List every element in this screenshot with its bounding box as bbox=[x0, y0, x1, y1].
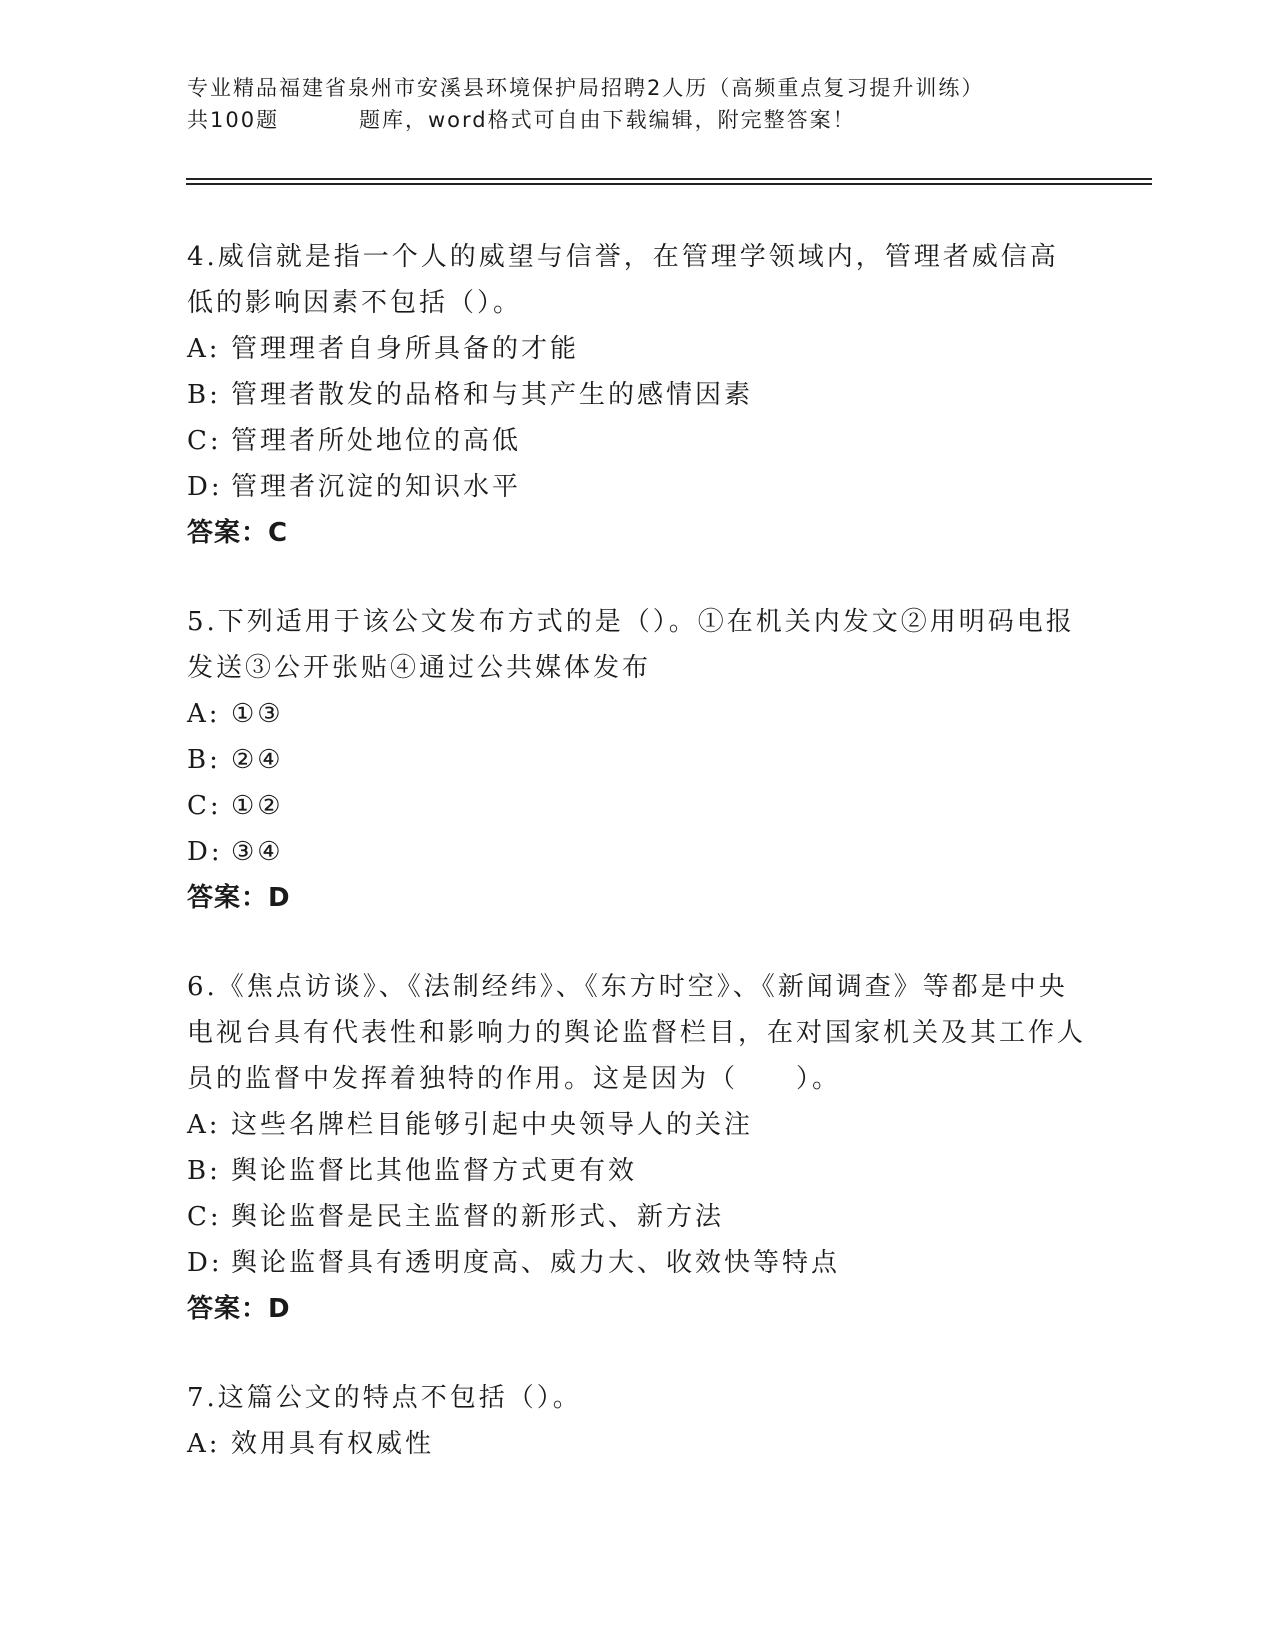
question-5 bbox=[187, 599, 1087, 921]
option-text: ①② bbox=[231, 791, 284, 821]
option-b bbox=[187, 737, 1087, 783]
option-text: 管理者散发的品格和与其产生的感情因素 bbox=[231, 380, 754, 410]
option-letter: C: bbox=[187, 1202, 222, 1232]
option-c bbox=[187, 783, 1087, 829]
option-text: 舆论监督比其他监督方式更有效 bbox=[231, 1156, 638, 1186]
option-a bbox=[187, 1102, 1087, 1148]
option-text: ①③ bbox=[231, 699, 284, 729]
header-description: 题库，word格式可自由下载编辑，附完整答案！ bbox=[359, 108, 856, 132]
option-d bbox=[187, 1240, 1087, 1286]
answer-line: 答案：C bbox=[187, 518, 289, 548]
option-letter: D: bbox=[187, 1248, 223, 1278]
option-letter: B: bbox=[187, 1156, 221, 1186]
question-text: 5.下列适用于该公文发布方式的是（）。①在机关内发文②用明码电报发送③公开张贴④通过公共媒体发布 bbox=[187, 607, 1075, 683]
answer-line: 答案：D bbox=[187, 1294, 291, 1324]
question-4 bbox=[187, 234, 1087, 556]
question-6 bbox=[187, 964, 1087, 1332]
option-b bbox=[187, 372, 1087, 418]
document-header bbox=[187, 72, 1077, 136]
question-7 bbox=[187, 1375, 1087, 1467]
option-b bbox=[187, 1148, 1087, 1194]
option-text: 管理者所处地位的高低 bbox=[231, 426, 522, 456]
option-letter: A: bbox=[187, 334, 221, 364]
option-c bbox=[187, 1194, 1087, 1240]
option-text: 效用具有权威性 bbox=[231, 1429, 435, 1459]
option-d bbox=[187, 829, 1087, 875]
option-letter: A: bbox=[187, 1110, 221, 1140]
option-letter: B: bbox=[187, 380, 221, 410]
header-divider-top bbox=[186, 178, 1152, 180]
option-text: 舆论监督是民主监督的新形式、新方法 bbox=[231, 1202, 725, 1232]
option-a bbox=[187, 1421, 1087, 1467]
option-letter: C: bbox=[187, 791, 222, 821]
option-letter: D: bbox=[187, 472, 223, 502]
option-a bbox=[187, 326, 1087, 372]
option-letter: A: bbox=[187, 699, 221, 729]
answer-line: 答案：D bbox=[187, 883, 291, 913]
question-text: 6.《焦点访谈》、《法制经纬》、《东方时空》、《新闻调查》等都是中央电视台具有代表性和影响力的舆论监督栏目，在对国家机关及其工作人员的监督中发挥着独特的作用。这是因为（ ）。 bbox=[187, 972, 1087, 1094]
option-letter: A: bbox=[187, 1429, 221, 1459]
option-text: ②④ bbox=[231, 745, 284, 775]
option-text: ③④ bbox=[231, 837, 284, 867]
option-c bbox=[187, 418, 1087, 464]
question-list bbox=[187, 234, 1087, 1510]
option-text: 管理者沉淀的知识水平 bbox=[231, 472, 522, 502]
option-text: 管理理者自身所具备的才能 bbox=[231, 334, 580, 364]
option-text: 舆论监督具有透明度高、威力大、收效快等特点 bbox=[231, 1248, 841, 1278]
header-subtitle bbox=[187, 104, 1077, 136]
header-divider-bottom bbox=[186, 183, 1152, 185]
question-text: 4.威信就是指一个人的威望与信誉，在管理学领域内，管理者威信高低的影响因素不包括（）。 bbox=[187, 242, 1059, 318]
option-a bbox=[187, 691, 1087, 737]
option-letter: D: bbox=[187, 837, 223, 867]
header-title: 专业精品福建省泉州市安溪县环境保护局招聘2人历（高频重点复习提升训练） bbox=[187, 76, 985, 100]
option-d bbox=[187, 464, 1087, 510]
question-count: 共100题 bbox=[187, 108, 280, 132]
option-text: 这些名牌栏目能够引起中央领导人的关注 bbox=[231, 1110, 754, 1140]
option-letter: B: bbox=[187, 745, 221, 775]
question-text: 7.这篇公文的特点不包括（）。 bbox=[187, 1383, 582, 1413]
option-letter: C: bbox=[187, 426, 222, 456]
